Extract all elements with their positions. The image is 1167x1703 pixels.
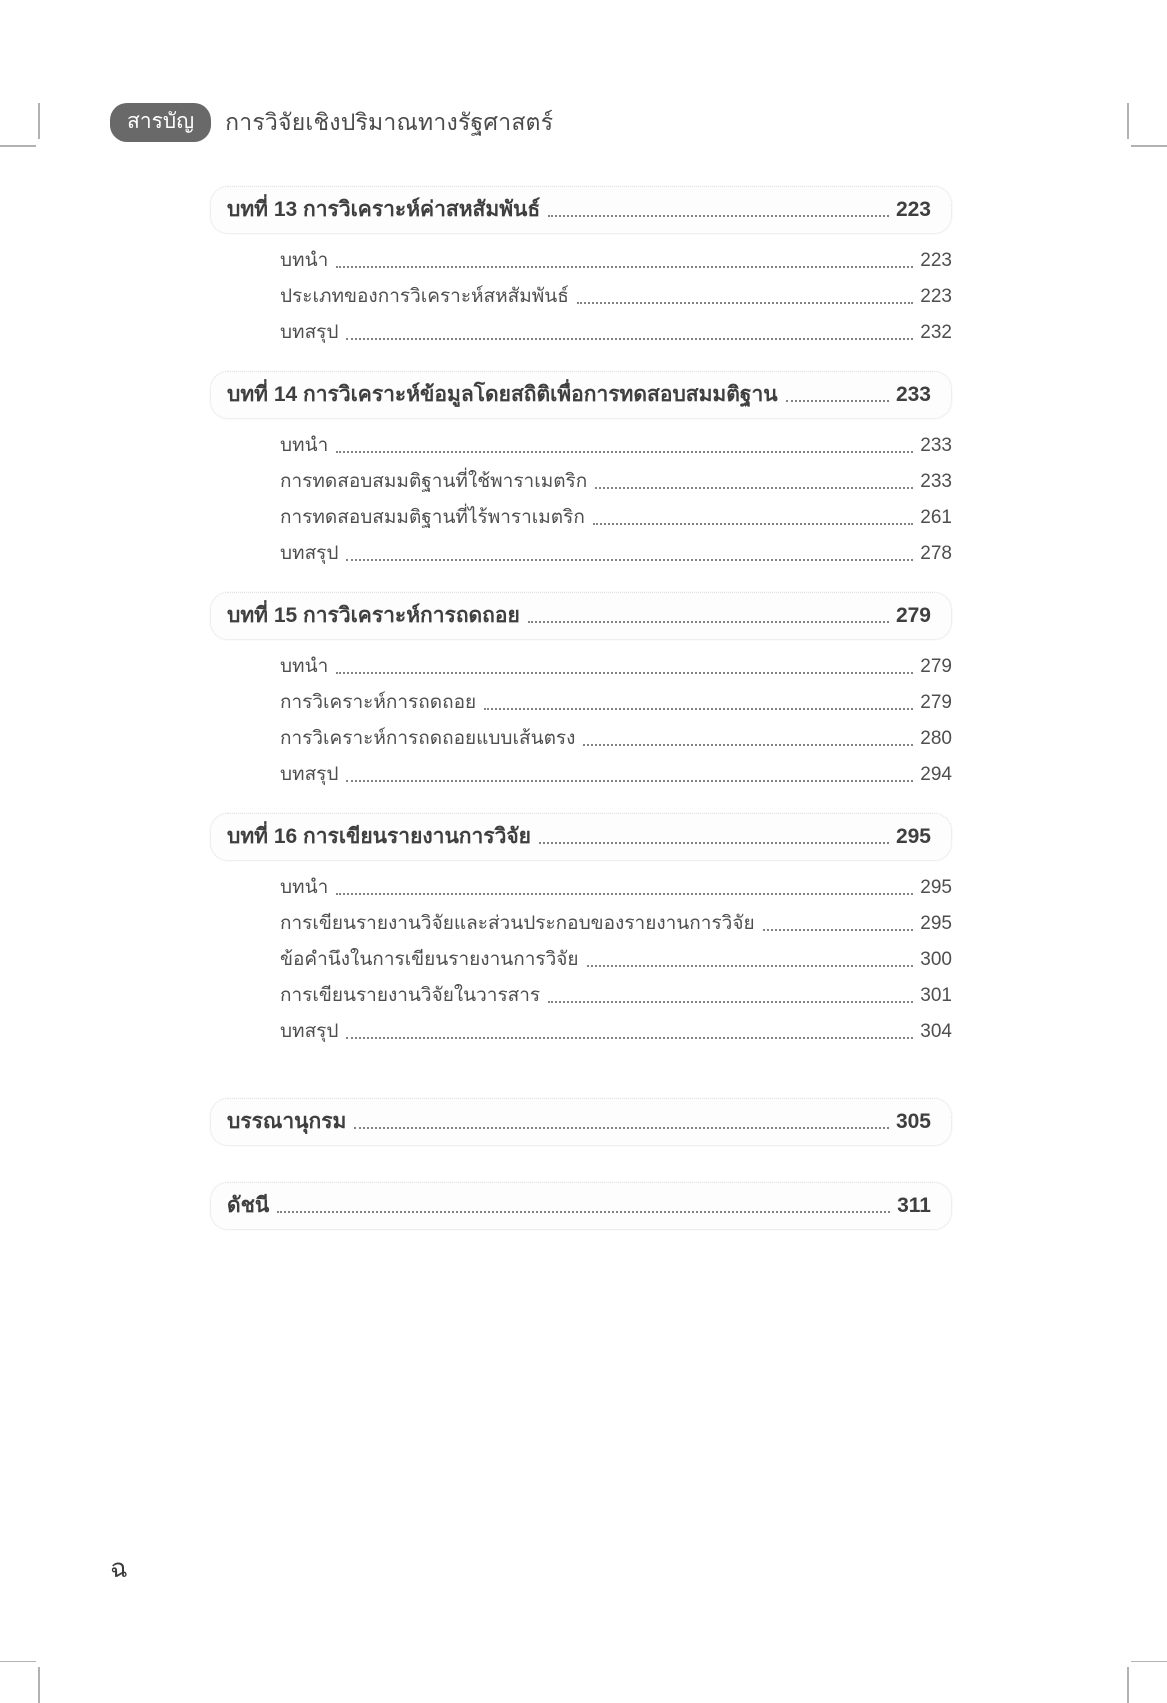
dot-leader (786, 400, 889, 402)
dot-leader (346, 780, 913, 782)
toc-entry-page-number: 300 (920, 949, 952, 970)
crop-mark-bottom-right-horizontal (1131, 1661, 1167, 1663)
toc-entry-page-number: 295 (920, 913, 952, 934)
chapter-title: บทที่ 13 การวิเคราะห์ค่าสหสัมพันธ์ (227, 198, 541, 221)
toc-entry-page-number: 261 (920, 507, 952, 528)
crop-mark-bottom-left-horizontal (0, 1661, 36, 1663)
toc-entry-page-number: 279 (920, 656, 952, 677)
dot-leader (354, 1127, 889, 1129)
dot-leader (528, 621, 889, 623)
dot-leader (336, 266, 913, 268)
chapter-title: ดัชนี (227, 1194, 270, 1217)
toc-entry-page-number: 301 (920, 985, 952, 1006)
toc-entry-page-number: 232 (920, 322, 952, 343)
toc-entry-label: การเขียนรายงานวิจัยในวารสาร (280, 985, 541, 1006)
toc-entry-page-number: 233 (920, 435, 952, 456)
toc-entry-label: บทสรุป (280, 764, 339, 785)
chapter-title: บรรณานุกรม (227, 1110, 347, 1133)
dot-leader (548, 1001, 913, 1003)
toc-entry-label: การทดสอบสมมติฐานที่ไร้พาราเมตริก (280, 507, 585, 528)
toc-chapter-items (210, 234, 952, 345)
toc-chapter-block (210, 592, 952, 787)
toc-entry (280, 1019, 952, 1044)
chapter-title: บทที่ 15 การวิเคราะห์การถดถอย (227, 604, 520, 627)
toc-entry-label: บทนำ (280, 250, 329, 271)
toc-entry (280, 726, 952, 751)
chapter-title: บทที่ 14 การวิเคราะห์ข้อมูลโดยสถิติเพื่อการทดสอบสมมติฐาน (227, 383, 778, 406)
toc-chapter-heading (210, 371, 952, 419)
toc-entry-label: บทนำ (280, 656, 329, 677)
toc-entry-label: บทสรุป (280, 322, 339, 343)
crop-mark-bottom-left-vertical (38, 1667, 40, 1703)
dot-leader (336, 672, 913, 674)
dot-leader (484, 708, 913, 710)
dot-leader (346, 559, 913, 561)
toc-chapter-block (210, 813, 952, 1044)
toc-entry-label: การวิเคราะห์การถดถอยแบบเส้นตรง (280, 728, 576, 749)
toc-entry (280, 947, 952, 972)
chapter-page-number: 223 (895, 198, 931, 221)
dot-leader (336, 893, 913, 895)
dot-leader (583, 744, 913, 746)
toc-extra-heading (210, 1182, 952, 1230)
page-number-label: ฉ (110, 1553, 128, 1583)
toc-chapter-heading (210, 813, 952, 861)
toc-entry-page-number: 223 (920, 250, 952, 271)
chapter-page-number: 305 (895, 1110, 931, 1133)
chapter-page-number: 295 (895, 825, 931, 848)
page-header (110, 103, 1167, 142)
dot-leader (595, 487, 913, 489)
toc-entry-label: บทนำ (280, 435, 329, 456)
toc-entry-page-number: 280 (920, 728, 952, 749)
toc-entry-label: บทสรุป (280, 1021, 339, 1042)
dot-leader (336, 451, 913, 453)
toc-entry-page-number: 223 (920, 286, 952, 307)
crop-mark-top-left-horizontal (0, 145, 36, 147)
toc-entry-page-number: 295 (920, 877, 952, 898)
crop-mark-top-right-vertical (1127, 103, 1129, 139)
toc-entry-page-number: 294 (920, 764, 952, 785)
toc-entry-label: ประเภทของการวิเคราะห์สหสัมพันธ์ (280, 286, 569, 307)
toc-chapter-heading (210, 592, 952, 640)
toc-entry-label: ข้อคำนึงในการเขียนรายงานการวิจัย (280, 949, 579, 970)
toc-entry (280, 433, 952, 458)
dot-leader (346, 338, 913, 340)
toc-chapter-items (210, 419, 952, 566)
toc-badge: สารบัญ (110, 103, 211, 142)
toc-chapter-block (210, 371, 952, 566)
toc-entry (280, 911, 952, 936)
toc-chapter-block (210, 1182, 952, 1230)
toc-entry-label: การเขียนรายงานวิจัยและส่วนประกอบของรายงานการวิจัย (280, 913, 755, 934)
chapter-page-number: 233 (895, 383, 931, 406)
toc-entry (280, 875, 952, 900)
chapter-page-number: 279 (895, 604, 931, 627)
toc-entry (280, 983, 952, 1008)
toc-chapter-items (210, 640, 952, 787)
toc-entry (280, 248, 952, 273)
crop-mark-top-right-horizontal (1131, 145, 1167, 147)
dot-leader (346, 1037, 913, 1039)
toc-entry (280, 505, 952, 530)
toc-chapter-block (210, 1098, 952, 1146)
book-title: การวิจัยเชิงปริมาณทางรัฐศาสตร์ (225, 108, 554, 135)
toc-entry (280, 320, 952, 345)
dot-leader (277, 1211, 890, 1213)
toc-entry (280, 690, 952, 715)
toc (210, 186, 952, 1230)
dot-leader (587, 965, 914, 967)
toc-entry-label: การทดสอบสมมติฐานที่ใช้พาราเมตริก (280, 471, 588, 492)
toc-extra-heading (210, 1098, 952, 1146)
chapter-title: บทที่ 16 การเขียนรายงานการวิจัย (227, 825, 531, 848)
toc-entry-label: บทสรุป (280, 543, 339, 564)
crop-mark-bottom-right-vertical (1127, 1667, 1129, 1703)
dot-leader (577, 302, 913, 304)
toc-entry-label: การวิเคราะห์การถดถอย (280, 692, 477, 713)
chapter-page-number: 311 (897, 1194, 931, 1217)
crop-mark-top-left-vertical (38, 103, 40, 139)
toc-entry-page-number: 279 (920, 692, 952, 713)
toc-chapter-items (210, 861, 952, 1044)
dot-leader (763, 929, 914, 931)
toc-entry (280, 654, 952, 679)
toc-entry (280, 469, 952, 494)
toc-entry-label: บทนำ (280, 877, 329, 898)
toc-entry-page-number: 304 (920, 1021, 952, 1042)
toc-chapter-block (210, 186, 952, 345)
dot-leader (539, 842, 889, 844)
dot-leader (593, 523, 913, 525)
toc-entry-page-number: 278 (920, 543, 952, 564)
toc-entry-page-number: 233 (920, 471, 952, 492)
dot-leader (548, 215, 889, 217)
toc-entry (280, 284, 952, 309)
toc-chapter-heading (210, 186, 952, 234)
toc-entry (280, 762, 952, 787)
toc-entry (280, 541, 952, 566)
